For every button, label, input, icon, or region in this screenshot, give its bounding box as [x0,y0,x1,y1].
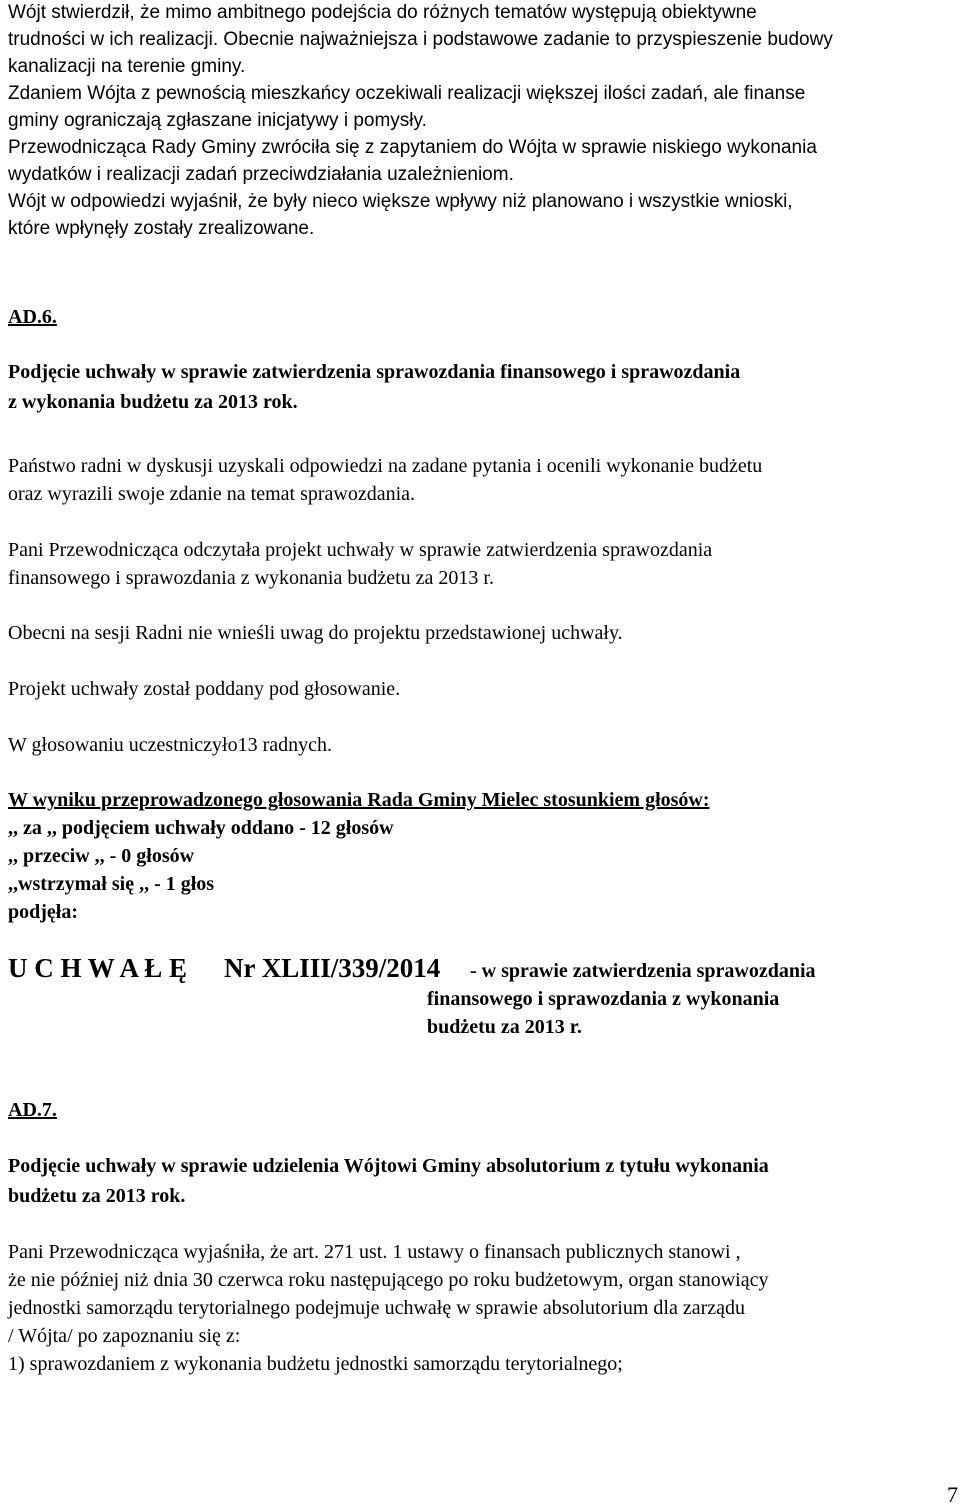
ad7-para-line-4: / Wójta/ po zapoznaniu się z: [8,1325,241,1347]
resolution-word: U C H W A Ł Ę [8,953,188,983]
intro-line-4: Zdaniem Wójta z pewnością mieszkańcy oczekiwali realizacji większej ilości zadań, ale finanse [8,83,806,104]
ad6-para1-line-2: oraz wyrazili swoje zdanie na temat sprawozdania. [8,483,416,505]
intro-line-1: Wójt stwierdził, że mimo ambitnego podejścia do różnych tematów występują obiektywne [8,2,757,23]
ad6-title-line-1: Podjęcie uchwały w sprawie zatwierdzenia sprawozdania finansowego i sprawozdania [8,361,741,383]
ad6-para4: Projekt uchwały został poddany pod głosowanie. [8,678,401,700]
resolution-desc-line-3: budżetu za 2013 r. [427,1016,582,1038]
intro-line-6: Przewodnicząca Rady Gminy zwróciła się z zapytaniem do Wójta w sprawie niskiego wykonania [8,137,817,158]
ad7-para-line-1: Pani Przewodnicząca wyjaśniła, że art. 271 ust. 1 ustawy o finansach publicznych stanowi , [8,1241,741,1263]
page-number: 7 [947,1482,958,1507]
vote-for: ,, za ,, podjęciem uchwały oddano - 12 głosów [8,817,394,839]
vote-abstain: ,,wstrzymał się ,, - 1 głos [8,873,215,895]
ad6-heading: AD.6. [8,306,57,328]
ad7-para-line-2: że nie później niż dnia 30 czerwca roku następującego po roku budżetowym, organ stanowiący [8,1269,769,1291]
resolution-desc-line-1: - w sprawie zatwierdzenia sprawozdania [470,960,816,982]
adopted-label: podjęła: [8,901,78,923]
ad7-para-line-3: jednostki samorządu terytorialnego podejmuje uchwałę w sprawie absolutorium dla zarządu [8,1297,745,1319]
intro-line-9: które wpłynęły zostały zrealizowane. [8,218,315,239]
vote-heading: W wyniku przeprowadzonego głosowania Rada Gminy Mielec stosunkiem głosów: [8,789,710,811]
resolution-number: Nr XLIII/339/2014 [224,953,441,983]
ad7-list-item-1: 1) sprawozdaniem z wykonania budżetu jednostki samorządu terytorialnego; [8,1353,623,1375]
intro-line-2: trudności w ich realizacji. Obecnie najważniejsza i podstawowe zadanie to przyspieszenie budowy [8,29,833,50]
intro-line-8: Wójt w odpowiedzi wyjaśnił, że były nieco większe wpływy niż planowano i wszystkie wnioski, [8,191,793,212]
intro-line-3: kanalizacji na terenie gminy. [8,56,246,77]
ad7-title-line-2: budżetu za 2013 rok. [8,1185,186,1207]
vote-against: ,, przeciw ,, - 0 głosów [8,845,195,867]
ad6-para5: W głosowaniu uczestniczyło13 radnych. [8,734,332,756]
ad6-title-line-2: z wykonania budżetu za 2013 rok. [8,391,298,413]
ad7-title-line-1: Podjęcie uchwały w sprawie udzielenia Wójtowi Gminy absolutorium z tytułu wykonania [8,1155,769,1177]
resolution-desc-line-2: finansowego i sprawozdania z wykonania [427,988,780,1010]
ad6-para3: Obecni na sesji Radni nie wnieśli uwag do projektu przedstawionej uchwały. [8,622,623,644]
ad6-para2-line-2: finansowego i sprawozdania z wykonania budżetu za 2013 r. [8,567,494,589]
intro-line-5: gminy ograniczają zgłaszane inicjatywy i pomysły. [8,110,427,131]
intro-line-7: wydatków i realizacji zadań przeciwdziałania uzależnieniom. [8,164,514,185]
ad6-para2-line-1: Pani Przewodnicząca odczytała projekt uchwały w sprawie zatwierdzenia sprawozdania [8,539,713,561]
ad7-heading: AD.7. [8,1099,57,1121]
ad6-para1-line-1: Państwo radni w dyskusji uzyskali odpowiedzi na zadane pytania i ocenili wykonanie budżetu [8,455,763,477]
